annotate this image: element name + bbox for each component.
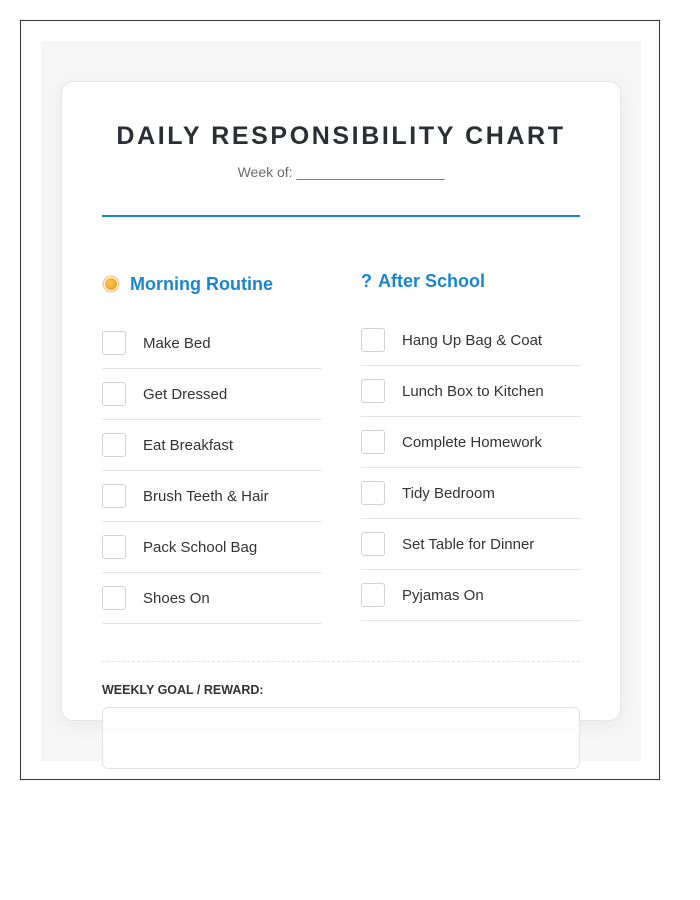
task-row — [361, 417, 581, 468]
morning-routine-heading — [102, 272, 322, 296]
task-row — [102, 573, 322, 624]
task-label: Pack School Bag — [143, 538, 258, 556]
task-label: Hang Up Bag & Coat — [402, 331, 543, 349]
task-row — [361, 315, 581, 366]
after-school-heading — [361, 269, 581, 293]
task-checkbox[interactable] — [361, 583, 385, 607]
weekly-goal-label: WEEKLY GOAL / REWARD: — [102, 683, 264, 697]
task-row — [102, 522, 322, 573]
task-checkbox[interactable] — [102, 586, 126, 610]
task-checkbox[interactable] — [361, 328, 385, 352]
task-label: Set Table for Dinner — [402, 535, 535, 553]
task-label: Get Dressed — [143, 385, 228, 403]
task-row — [361, 468, 581, 519]
task-row — [102, 420, 322, 471]
goal-divider — [102, 661, 580, 662]
weekly-goal-input[interactable] — [102, 707, 580, 769]
task-label: Eat Breakfast — [143, 436, 234, 454]
week-of-field[interactable]: Week of: ___________________ — [237, 164, 445, 180]
task-checkbox[interactable] — [102, 331, 126, 355]
task-label: Complete Homework — [402, 433, 543, 451]
task-row — [102, 318, 322, 369]
morning-task-list — [102, 318, 322, 624]
morning-routine-title: Morning Routine — [130, 273, 273, 294]
after-school-column — [361, 269, 581, 621]
task-checkbox[interactable] — [102, 484, 126, 508]
after-school-title: After School — [378, 270, 486, 291]
task-checkbox[interactable] — [361, 430, 385, 454]
task-label: Lunch Box to Kitchen — [402, 382, 544, 400]
sun-icon — [102, 275, 120, 293]
task-label: Make Bed — [143, 334, 211, 352]
morning-routine-column — [102, 272, 322, 624]
task-checkbox[interactable] — [361, 481, 385, 505]
page-frame — [20, 20, 660, 780]
task-row — [361, 519, 581, 570]
task-label: Pyjamas On — [402, 586, 484, 604]
responsibility-chart-card — [61, 81, 621, 721]
task-checkbox[interactable] — [361, 379, 385, 403]
question-mark-icon: ? — [361, 270, 372, 291]
title-divider — [102, 215, 580, 217]
task-row — [361, 366, 581, 417]
task-checkbox[interactable] — [102, 382, 126, 406]
chart-title: DAILY RESPONSIBILITY CHART — [116, 122, 566, 150]
task-row — [361, 570, 581, 621]
task-row — [102, 369, 322, 420]
task-label: Brush Teeth & Hair — [143, 487, 269, 505]
task-checkbox[interactable] — [102, 433, 126, 457]
task-checkbox[interactable] — [361, 532, 385, 556]
task-row — [102, 471, 322, 522]
task-label: Shoes On — [143, 589, 210, 607]
after-school-task-list — [361, 315, 581, 621]
task-label: Tidy Bedroom — [402, 484, 495, 502]
page-backdrop — [41, 41, 641, 761]
task-checkbox[interactable] — [102, 535, 126, 559]
